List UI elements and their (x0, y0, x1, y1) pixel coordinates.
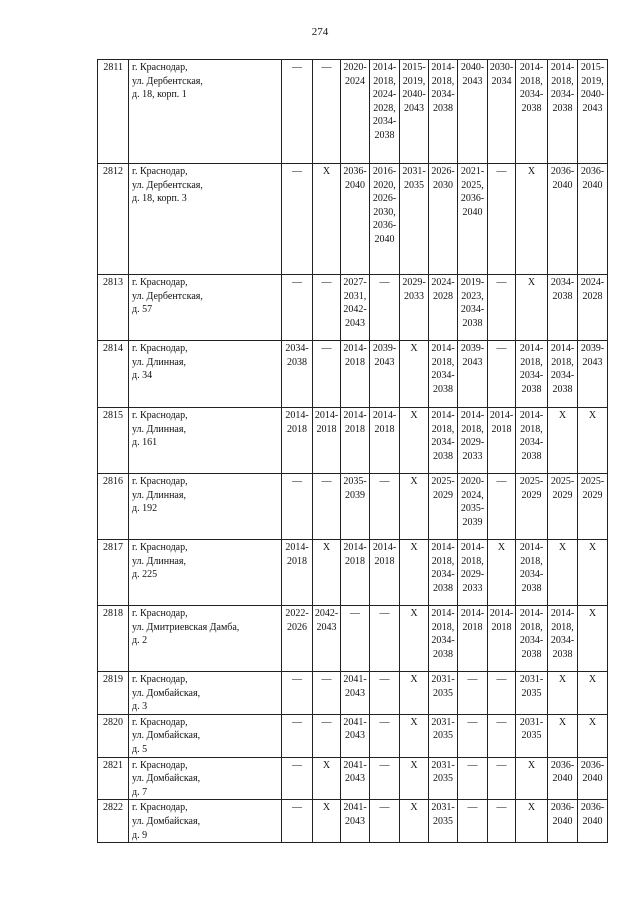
period-cell: — (370, 714, 400, 757)
period-cell: X (516, 757, 548, 800)
table-row (98, 757, 608, 800)
table-row (98, 341, 608, 408)
period-cell: X (400, 474, 429, 540)
period-cell: 2019- 2023, 2034- 2038 (458, 275, 488, 341)
row-number-cell: 2814 (98, 341, 129, 408)
period-cell: 2014- 2018 (370, 408, 400, 474)
period-cell: 2041- 2043 (341, 757, 370, 800)
period-cell: 2031- 2035 (516, 714, 548, 757)
period-cell: 2024- 2028 (429, 275, 458, 341)
period-cell: 2014- 2018, 2034- 2038 (516, 540, 548, 606)
period-cell: 2014- 2018 (341, 408, 370, 474)
period-cell: 2014- 2018, 2034- 2038 (516, 408, 548, 474)
table-row (98, 164, 608, 275)
address-cell: г. Краснодар, ул. Длинная, д. 161 (129, 408, 282, 474)
period-cell: 2014- 2018 (282, 408, 313, 474)
period-cell: — (458, 800, 488, 843)
period-cell: 2014- 2018, 2034- 2038 (548, 341, 578, 408)
period-cell: 2041- 2043 (341, 714, 370, 757)
period-cell: — (370, 800, 400, 843)
period-cell: 2027- 2031, 2042- 2043 (341, 275, 370, 341)
period-cell: 2016- 2020, 2026- 2030, 2036- 2040 (370, 164, 400, 275)
period-cell: X (578, 714, 608, 757)
row-number-cell: 2819 (98, 672, 129, 715)
period-cell: 2031- 2035 (516, 672, 548, 715)
period-cell: 2025- 2029 (548, 474, 578, 540)
period-cell: 2014- 2018 (341, 540, 370, 606)
period-cell: 2024- 2028 (578, 275, 608, 341)
period-cell: — (313, 275, 341, 341)
period-cell: 2025- 2029 (429, 474, 458, 540)
period-cell: 2014- 2018, 2034- 2038 (429, 341, 458, 408)
period-cell: 2039- 2043 (458, 341, 488, 408)
address-cell: г. Краснодар, ул. Домбайская, д. 9 (129, 800, 282, 843)
address-cell: г. Краснодар, ул. Домбайская, д. 3 (129, 672, 282, 715)
address-cell: г. Краснодар, ул. Дербентская, д. 18, корп. 3 (129, 164, 282, 275)
period-cell: X (548, 408, 578, 474)
period-cell: 2014- 2018 (341, 341, 370, 408)
period-cell: 2030- 2034 (488, 60, 516, 164)
period-cell: X (400, 341, 429, 408)
address-cell: г. Краснодар, ул. Длинная, д. 34 (129, 341, 282, 408)
period-cell: X (400, 606, 429, 672)
period-cell: — (341, 606, 370, 672)
period-cell: 2014- 2018, 2034- 2038 (429, 540, 458, 606)
period-cell: — (370, 474, 400, 540)
period-cell: 2025- 2029 (578, 474, 608, 540)
period-cell: X (400, 757, 429, 800)
period-cell: — (370, 757, 400, 800)
period-cell: 2031- 2035 (429, 714, 458, 757)
period-cell: 2031- 2035 (429, 672, 458, 715)
period-cell: 2036- 2040 (341, 164, 370, 275)
period-cell: — (313, 714, 341, 757)
period-cell: X (400, 800, 429, 843)
period-cell: 2036- 2040 (548, 757, 578, 800)
row-number-cell: 2818 (98, 606, 129, 672)
period-cell: X (548, 672, 578, 715)
period-cell: — (282, 164, 313, 275)
period-cell: — (458, 672, 488, 715)
period-cell: 2014- 2018, 2034- 2038 (548, 60, 578, 164)
period-cell: 2026- 2030 (429, 164, 458, 275)
period-cell: 2014- 2018 (313, 408, 341, 474)
address-cell: г. Краснодар, ул. Домбайская, д. 7 (129, 757, 282, 800)
period-cell: X (516, 164, 548, 275)
period-cell: X (400, 672, 429, 715)
period-cell: 2041- 2043 (341, 800, 370, 843)
period-cell: 2014- 2018, 2034- 2038 (516, 341, 548, 408)
period-cell: 2014- 2018 (488, 408, 516, 474)
period-cell: 2041- 2043 (341, 672, 370, 715)
address-cell: г. Краснодар, ул. Домбайская, д. 5 (129, 714, 282, 757)
period-cell: — (488, 672, 516, 715)
period-cell: — (488, 757, 516, 800)
period-cell: 2014- 2018, 2034- 2038 (429, 606, 458, 672)
period-cell: 2036- 2040 (578, 164, 608, 275)
period-cell: 2036- 2040 (578, 757, 608, 800)
period-cell: X (400, 714, 429, 757)
period-cell: X (313, 757, 341, 800)
row-number-cell: 2811 (98, 60, 129, 164)
period-cell: 2035- 2039 (341, 474, 370, 540)
row-number-cell: 2820 (98, 714, 129, 757)
address-cell: г. Краснодар, ул. Дмитриевская Дамба, д. 2 (129, 606, 282, 672)
period-cell: X (578, 606, 608, 672)
row-number-cell: 2821 (98, 757, 129, 800)
period-cell: 2031- 2035 (429, 800, 458, 843)
period-cell: — (488, 800, 516, 843)
period-cell: — (313, 474, 341, 540)
period-cell: X (313, 540, 341, 606)
registry-table-body (98, 60, 608, 843)
row-number-cell: 2817 (98, 540, 129, 606)
address-cell: г. Краснодар, ул. Длинная, д. 192 (129, 474, 282, 540)
period-cell: 2034- 2038 (282, 341, 313, 408)
period-cell: 2014- 2018, 2029- 2033 (458, 408, 488, 474)
period-cell: X (516, 275, 548, 341)
period-cell: 2040- 2043 (458, 60, 488, 164)
period-cell: 2021- 2025, 2036- 2040 (458, 164, 488, 275)
period-cell: X (548, 540, 578, 606)
period-cell: 2015- 2019, 2040- 2043 (578, 60, 608, 164)
period-cell: 2031- 2035 (429, 757, 458, 800)
period-cell: 2025- 2029 (516, 474, 548, 540)
period-cell: 2034- 2038 (548, 275, 578, 341)
period-cell: 2029- 2033 (400, 275, 429, 341)
period-cell: — (282, 714, 313, 757)
period-cell: — (313, 60, 341, 164)
period-cell: 2014- 2018, 2034- 2038 (548, 606, 578, 672)
page-number: 274 (311, 26, 329, 38)
period-cell: 2020- 2024 (341, 60, 370, 164)
period-cell: — (488, 275, 516, 341)
address-cell: г. Краснодар, ул. Дербентская, д. 57 (129, 275, 282, 341)
period-cell: 2014- 2018, 2024- 2028, 2034- 2038 (370, 60, 400, 164)
period-cell: X (578, 408, 608, 474)
period-cell: 2014- 2018 (370, 540, 400, 606)
period-cell: 2014- 2018, 2034- 2038 (516, 606, 548, 672)
period-cell: — (282, 800, 313, 843)
period-cell: — (282, 60, 313, 164)
row-number-cell: 2816 (98, 474, 129, 540)
period-cell: 2036- 2040 (548, 800, 578, 843)
period-cell: 2042- 2043 (313, 606, 341, 672)
table-row (98, 60, 608, 164)
period-cell: — (313, 341, 341, 408)
period-cell: 2015- 2019, 2040- 2043 (400, 60, 429, 164)
period-cell: — (282, 474, 313, 540)
table-row (98, 606, 608, 672)
period-cell: — (282, 672, 313, 715)
table-row (98, 275, 608, 341)
period-cell: — (488, 164, 516, 275)
period-cell: — (313, 672, 341, 715)
period-cell: X (400, 408, 429, 474)
table-row (98, 672, 608, 715)
address-cell: г. Краснодар, ул. Дербентская, д. 18, корп. 1 (129, 60, 282, 164)
row-number-cell: 2815 (98, 408, 129, 474)
period-cell: X (313, 800, 341, 843)
period-cell: — (458, 757, 488, 800)
period-cell: — (488, 341, 516, 408)
table-row (98, 714, 608, 757)
table-row (98, 800, 608, 843)
period-cell: X (400, 540, 429, 606)
period-cell: — (282, 275, 313, 341)
table-row (98, 474, 608, 540)
period-cell: 2014- 2018, 2034- 2038 (429, 408, 458, 474)
period-cell: — (370, 275, 400, 341)
row-number-cell: 2812 (98, 164, 129, 275)
period-cell: 2014- 2018 (458, 606, 488, 672)
period-cell: 2039- 2043 (370, 341, 400, 408)
period-cell: X (548, 714, 578, 757)
period-cell: — (488, 714, 516, 757)
period-cell: 2020- 2024, 2035- 2039 (458, 474, 488, 540)
period-cell: 2036- 2040 (578, 800, 608, 843)
address-cell: г. Краснодар, ул. Длинная, д. 225 (129, 540, 282, 606)
period-cell: 2014- 2018 (282, 540, 313, 606)
period-cell: 2036- 2040 (548, 164, 578, 275)
period-cell: 2031- 2035 (400, 164, 429, 275)
period-cell: X (578, 540, 608, 606)
period-cell: — (488, 474, 516, 540)
row-number-cell: 2813 (98, 275, 129, 341)
period-cell: X (313, 164, 341, 275)
registry-table (97, 59, 608, 843)
period-cell: 2014- 2018, 2029- 2033 (458, 540, 488, 606)
period-cell: — (370, 606, 400, 672)
period-cell: 2014- 2018, 2034- 2038 (516, 60, 548, 164)
row-number-cell: 2822 (98, 800, 129, 843)
table-row (98, 408, 608, 474)
period-cell: 2014- 2018 (488, 606, 516, 672)
table-row (98, 540, 608, 606)
period-cell: — (458, 714, 488, 757)
period-cell: X (488, 540, 516, 606)
period-cell: — (370, 672, 400, 715)
period-cell: 2014- 2018, 2034- 2038 (429, 60, 458, 164)
period-cell: 2022- 2026 (282, 606, 313, 672)
period-cell: X (516, 800, 548, 843)
period-cell: 2039- 2043 (578, 341, 608, 408)
period-cell: — (282, 757, 313, 800)
period-cell: X (578, 672, 608, 715)
